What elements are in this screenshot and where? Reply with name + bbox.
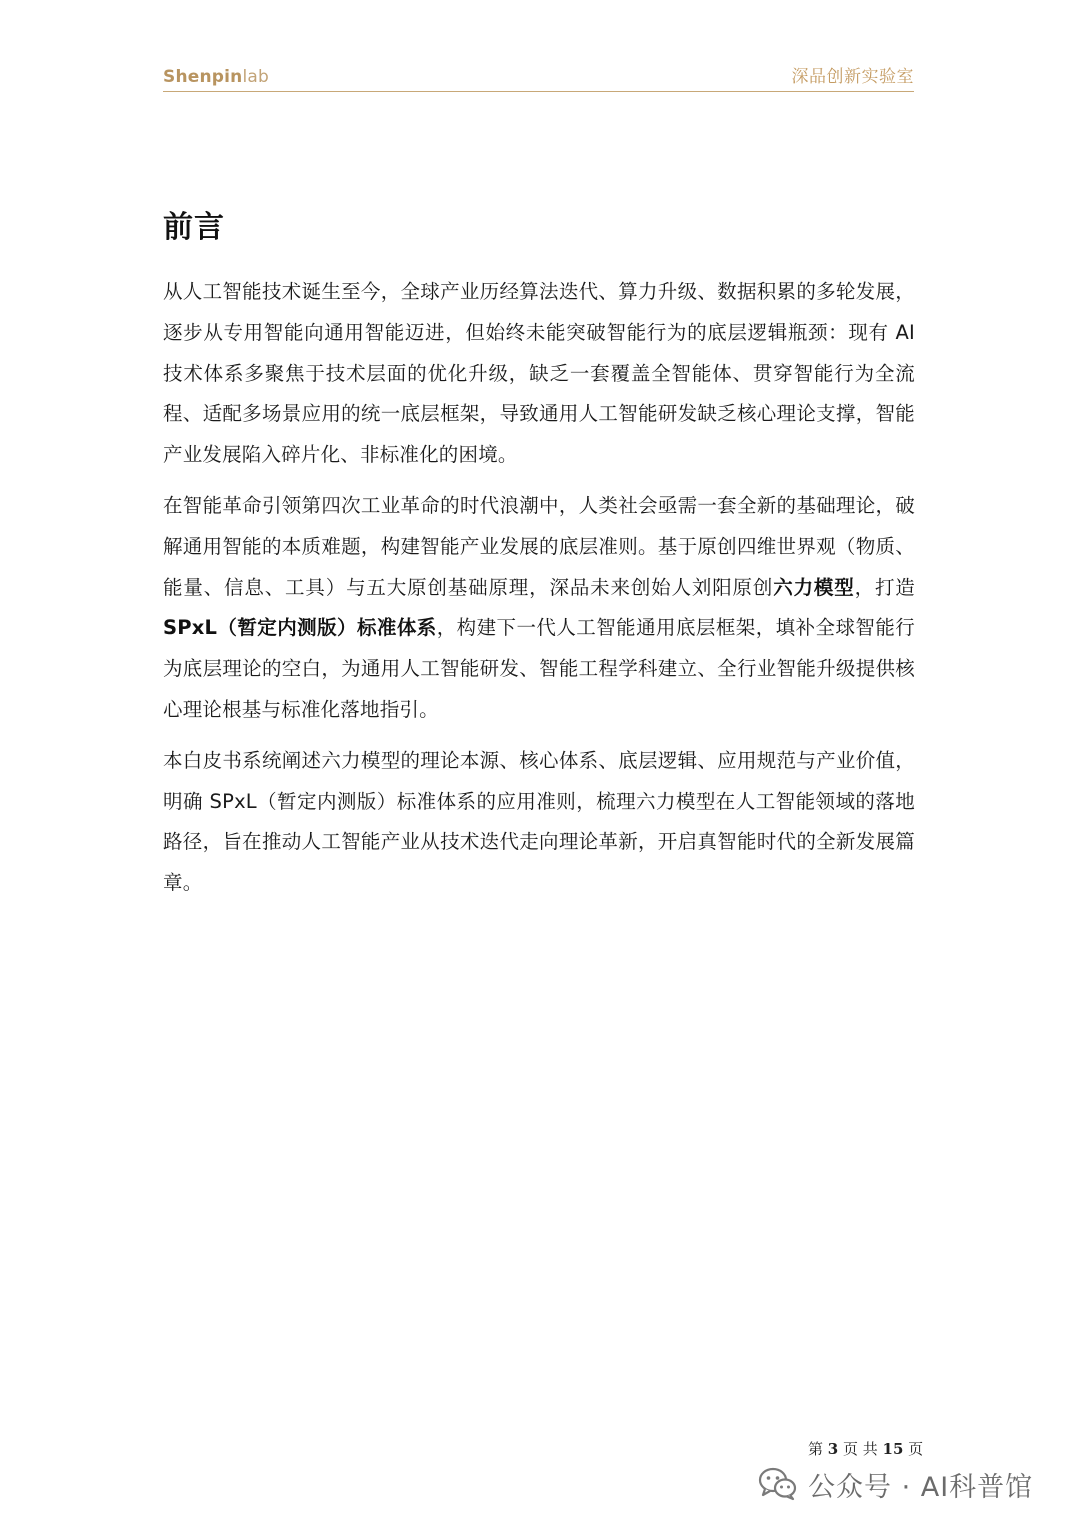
wechat-icon <box>758 1466 798 1502</box>
page-number <box>808 1438 923 1460</box>
watermark <box>758 1462 1033 1506</box>
watermark-text: 公众号 · AI科普馆 <box>808 1471 1034 1503</box>
page-total: 15 <box>882 1440 904 1458</box>
paragraph <box>163 741 915 904</box>
brand-name-bold: Shenpin <box>163 67 243 87</box>
paragraph-text: 在智能革命引领第四次工业革命的时代浪潮中，人类社会亟需一套全新的基础理论，破解通用智能的本质难题，构建智能产业发展的底层准则。基于原创四维世界观（物质、能量、信息、工具）与五大原创基础原理，深品未来创始人刘阳原创 <box>163 493 915 599</box>
page-prefix: 第 <box>808 1440 828 1458</box>
page-current: 3 <box>827 1440 839 1458</box>
document-body <box>163 272 915 914</box>
page-header <box>163 64 914 92</box>
brand-name-light: lab <box>242 67 270 87</box>
paragraph-text: ，构建下一代人工智能通用底层框架，填补全球智能行为底层理论的空白，为通用人工智能研发、智能工程学科建立、全行业智能升级提供核心理论根基与标准化落地指引。 <box>163 616 915 721</box>
section-title: 前言 <box>163 210 225 245</box>
paragraph-text: 从人工智能技术诞生至今，全球产业历经算法迭代、算力升级、数据积累的多轮发展，逐步从专用智能向通用智能迈进，但始终未能突破智能行为的底层逻辑瓶颈：现有 AI 技术体系多聚焦于技术层面的优化升级，缺乏一套覆盖全智能体、贯穿智能行为全流程、适配多场景应用的统一底层框架，导致通用人工智能研发缺乏核心理论支撑，智能产业发展陷入碎片化、非标准化的困境。 <box>163 280 915 467</box>
brand-logo <box>163 66 269 88</box>
paragraph <box>163 486 915 731</box>
paragraph-text: 本白皮书系统阐述六力模型的理论本源、核心体系、底层逻辑、应用规范与产业价值，明确 SPxL（暂定内测版）标准体系的应用准则，梳理六力模型在人工智能领域的落地路径，旨在推动人工智能产业从技术迭代走向理论革新，开启真智能时代的全新发展篇章。 <box>163 748 915 895</box>
emphasis-text: 六力模型 <box>773 575 855 599</box>
header-lab-name: 深品创新实验室 <box>791 67 914 87</box>
emphasis-text: SPxL（暂定内测版）标准体系 <box>163 616 437 640</box>
paragraph-text: ，打造 <box>854 575 915 599</box>
header-divider <box>163 91 914 92</box>
page-suffix: 页 <box>903 1440 924 1458</box>
page-middle: 页 共 <box>838 1440 883 1458</box>
paragraph <box>163 272 915 476</box>
